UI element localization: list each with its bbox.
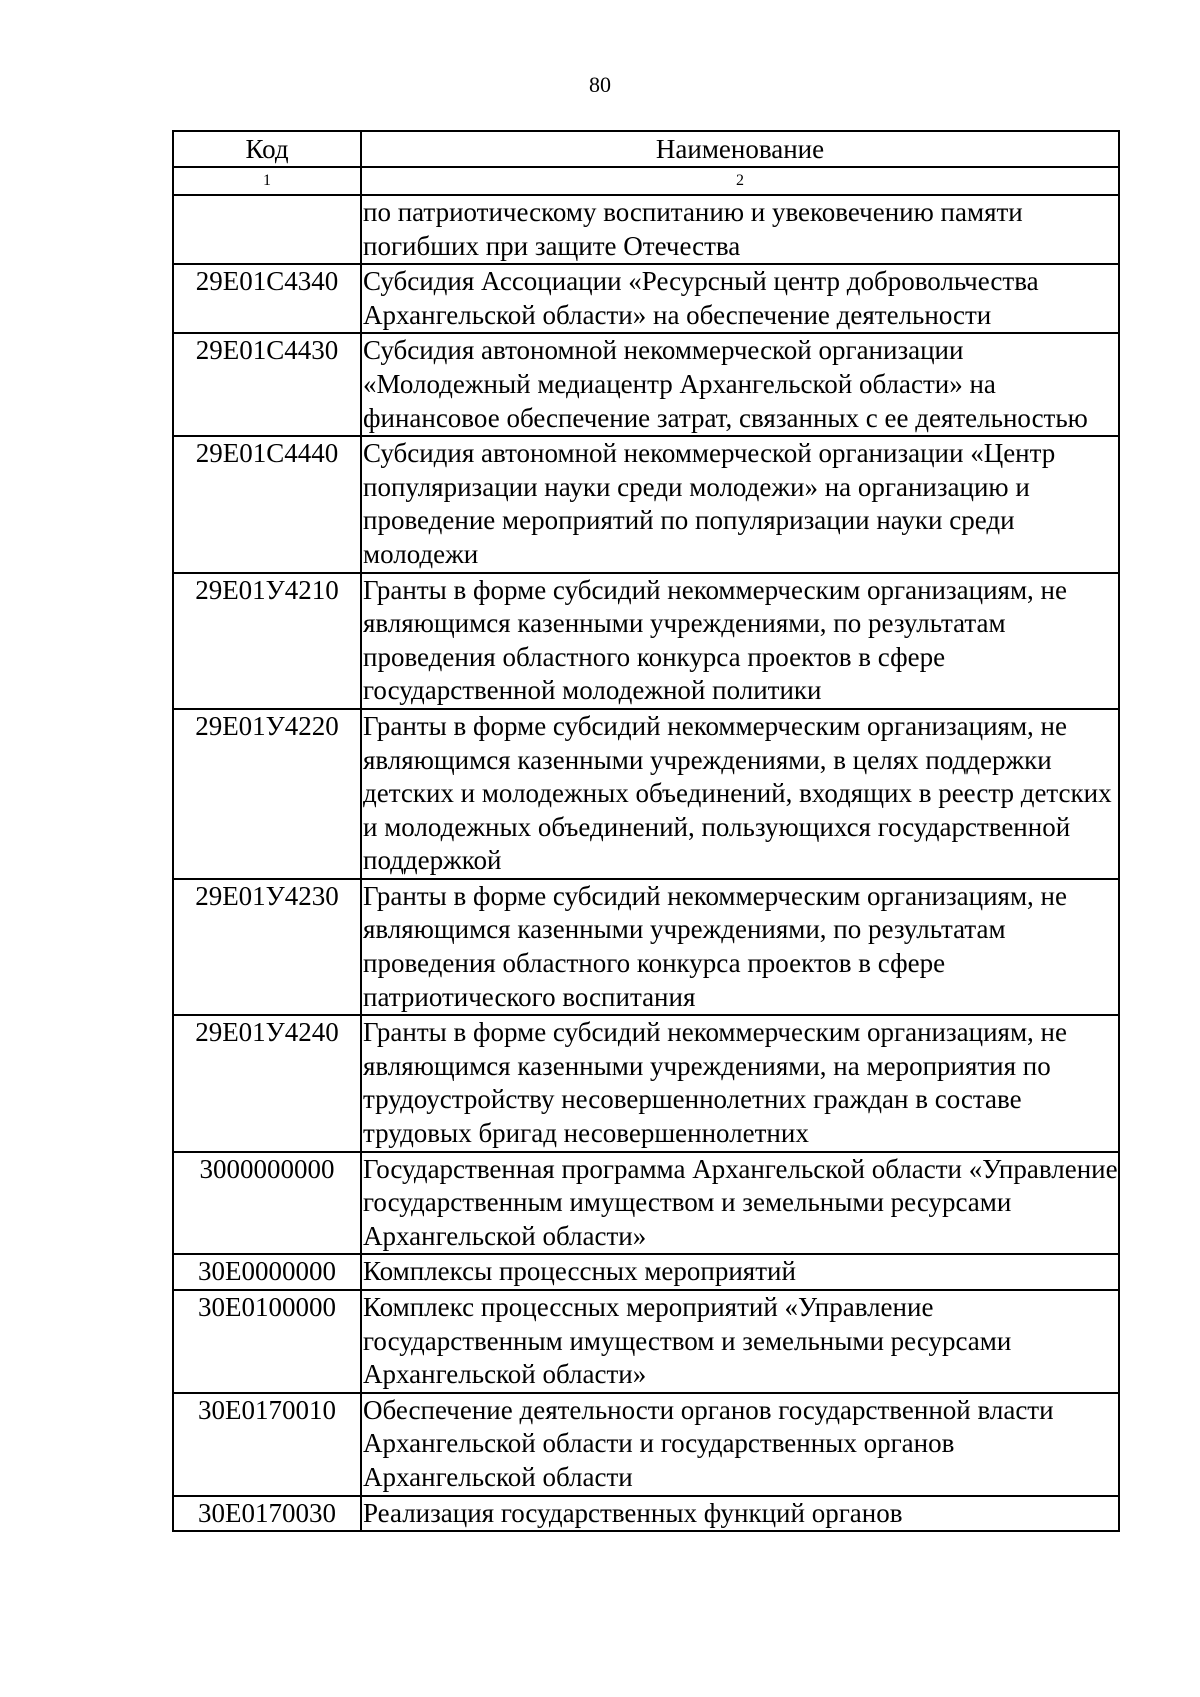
budget-classification-table (172, 130, 1120, 1532)
column-number-row (173, 167, 1119, 195)
column-number-code: 1 (173, 167, 361, 195)
header-code: Код (173, 131, 361, 167)
row-name: Субсидия автономной некоммерческой организации «Центр популяризации науки среди молодежи» на организацию и проведение мероприятий по популяризации науки среди молодежи (361, 436, 1119, 572)
row-code: 29Е01С4440 (173, 436, 361, 572)
row-code: 29Е01С4340 (173, 264, 361, 333)
table-row (173, 1290, 1119, 1393)
row-name: Субсидия автономной некоммерческой организации «Молодежный медиацентр Архангельской области» на финансовое обеспечение затрат, связанных с ее деятельностью (361, 333, 1119, 436)
table-row (173, 1393, 1119, 1496)
row-code: 30Е0170030 (173, 1496, 361, 1532)
row-code: 30Е0000000 (173, 1254, 361, 1290)
table-row (173, 879, 1119, 1015)
row-name: Государственная программа Архангельской области «Управление государственным имуществом и земельными ресурсами Архангельской области» (361, 1152, 1119, 1255)
table-row (173, 709, 1119, 879)
row-name: Комплексы процессных мероприятий (361, 1254, 1119, 1290)
row-name: Реализация государственных функций органов (361, 1496, 1119, 1532)
table-body (173, 195, 1119, 1531)
row-code: 29Е01У4210 (173, 573, 361, 709)
row-name: Гранты в форме субсидий некоммерческим организациям, не являющимся казенными учреждениями, по результатам проведения областного конкурса проектов в сфере патриотического воспитания (361, 879, 1119, 1015)
table-row (173, 436, 1119, 572)
row-name: Гранты в форме субсидий некоммерческим организациям, не являющимся казенными учреждениями, на мероприятия по трудоустройству несовершеннолетних граждан в составе трудовых бригад несовершеннолетних (361, 1015, 1119, 1151)
row-code: 29Е01У4240 (173, 1015, 361, 1151)
table-row (173, 1254, 1119, 1290)
row-name: по патриотическому воспитанию и увековечению памяти погибших при защите Отечества (361, 195, 1119, 264)
table-row (173, 264, 1119, 333)
row-code (173, 195, 361, 264)
row-code: 3000000000 (173, 1152, 361, 1255)
row-name: Гранты в форме субсидий некоммерческим организациям, не являющимся казенными учреждениями, по результатам проведения областного конкурса проектов в сфере государственной молодежной политики (361, 573, 1119, 709)
table-row (173, 195, 1119, 264)
table-row (173, 1152, 1119, 1255)
table-row (173, 573, 1119, 709)
row-name: Гранты в форме субсидий некоммерческим организациям, не являющимся казенными учреждениями, в целях поддержки детских и молодежных объединений, входящих в реестр детских и молодежных объединений, пользующихся государственной поддержкой (361, 709, 1119, 879)
page-number: 80 (589, 72, 611, 97)
row-code: 30Е0170010 (173, 1393, 361, 1496)
table-row (173, 1015, 1119, 1151)
column-number-name: 2 (361, 167, 1119, 195)
row-code: 29Е01У4220 (173, 709, 361, 879)
row-name: Субсидия Ассоциации «Ресурсный центр добровольчества Архангельской области» на обеспечение деятельности (361, 264, 1119, 333)
row-code: 29Е01У4230 (173, 879, 361, 1015)
row-name: Комплекс процессных мероприятий «Управление государственным имуществом и земельными ресурсами Архангельской области» (361, 1290, 1119, 1393)
table-row (173, 333, 1119, 436)
header-row (173, 131, 1119, 167)
row-code: 29Е01С4430 (173, 333, 361, 436)
table-row (173, 1496, 1119, 1532)
table-header (173, 131, 1119, 195)
header-name: Наименование (361, 131, 1119, 167)
row-name: Обеспечение деятельности органов государственной власти Архангельской области и государственных органов Архангельской области (361, 1393, 1119, 1496)
row-code: 30Е0100000 (173, 1290, 361, 1393)
